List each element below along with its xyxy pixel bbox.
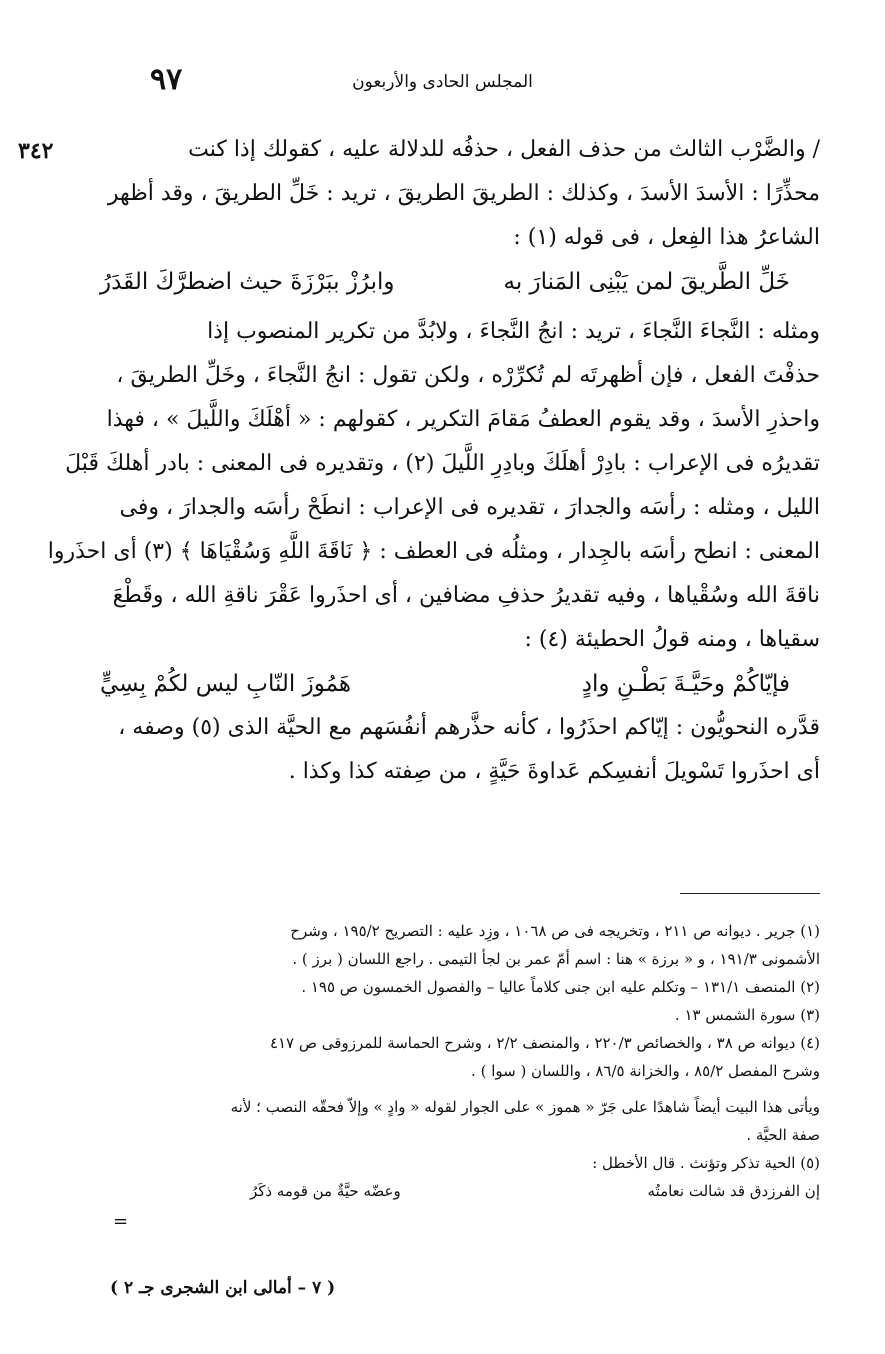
footnote-separator	[680, 893, 820, 894]
verse-hemistich-first: فإيّاكُمْ وحَيَّـةَ بَطْـنِ وادٍ	[581, 671, 790, 697]
text-line: محذِّرًا : الأسدَ الأسدَ ، وكذلك : الطريقَ الطريقَ ، تريد : خَلِّ الطريقَ ، وقد أظهر	[107, 181, 820, 206]
footnote-line: (٤) ديوانه ص ٣٨ ، والخصائص ٢٢٠/٣ ، والمنصف ٢/٢ ، وشرح الحماسة للمرزوقى ص ٤١٧	[269, 1034, 820, 1052]
running-title: المجلس الحادى والأربعون	[352, 72, 533, 92]
footnote-line: (٢) المنصف ١٣١/١ – وتكلم عليه ابن جنى كلاماً عاليا – والفصول الخمسون ص ١٩٥ .	[301, 978, 820, 996]
page-number: ٩٧	[150, 62, 183, 97]
text-line: الشاعرُ هذا الفِعل ، فى قوله (١) :	[513, 225, 820, 250]
verse-hemistich-first: خَلِّ الطَّريقَ لمن يَبْنِى المَنارَ به	[503, 269, 790, 295]
footnote-line: (١) جرير . ديوانه ص ٢١١ ، وتخريجه فى ص ١٠٦٨ ، وزِد عليه : التصريح ١٩٥/٢ ، وشرح	[290, 922, 820, 940]
verse-hemistich-second: وابرُزْ ببَرْزَةَ حيث اضطرَّكَ القَدَرُ	[100, 269, 395, 295]
page-footer: ( ٧ – أمالى ابن الشجرى جـ ٢ )	[110, 1278, 336, 1298]
footnote-line: وشرح المفصل ٨٥/٢ ، والخزانة ٨٦/٥ ، واللسان ( سوا ) .	[471, 1062, 820, 1080]
text-line: ناقةَ الله وسُقْياها ، وفيه تقديرُ حذفِ مضافين ، أى احذَروا عَقْرَ ناقةِ الله ، وقَطْعَ	[112, 583, 820, 608]
text-line: واحذرِ الأسدَ ، وقد يقوم العطفُ مَقامَ التكرير ، كقولهم : « أهْلَكَ واللَّيلَ » ، فهذا	[106, 407, 820, 432]
text-line: تقديرُه فى الإعراب : بادِرْ أهلَكَ وبادِرِ اللَّيلَ (٢) ، وتقديره فى المعنى : بادر أهلكَ قَبْلَ	[65, 451, 820, 476]
text-line: أى احذَروا تَسْويلَ أنفسِكم عَداوةَ حَيَّةٍ ، من صِفته كذا وكذا .	[288, 759, 820, 784]
text-line: قدَّره النحويُّون : إيّاكم احذَرُوا ، كأنه حذَّرهم أنفُسَهم مع الحيَّة الذى (٥) وصفه ،	[118, 715, 820, 740]
verse-2	[60, 662, 820, 706]
verse-hemistich-first: إن الفرزدق قد شالت نعامتُه	[647, 1182, 820, 1200]
footnotes	[100, 917, 820, 1205]
footnote-line: صفة الحيَّة .	[746, 1126, 820, 1144]
continuation-mark: =	[113, 1211, 129, 1232]
text-line: المعنى : انطح رأسَه بالجِدار ، ومثلُه فى العطف : ﴿ نَاقَةَ اللَّهِ وَسُقْيَاهَا ﴾ (٣) أى احذَروا	[47, 539, 820, 564]
main-text	[47, 128, 820, 794]
text-line: سقياها ، ومنه قولُ الحطيئة (٤) :	[524, 627, 820, 652]
footnote-line: (٣) سورة الشمس ١٣ .	[674, 1006, 820, 1024]
verse-hemistich-second: هَمُوزَ النّابِ ليس لكُمْ بِسِيٍّ	[100, 671, 352, 697]
footnote-line: (٥) الحية تذكر وتؤنث . قال الأخطل :	[592, 1154, 820, 1172]
text-line: الليل ، ومثله : رأسَه والجدارَ ، تقديره فى الإعراب : انطَحْ رأسَه والجدارَ ، وفى	[119, 495, 820, 520]
text-line: حذفْتَ الفعل ، فإن أظهرتَه لم تُكرِّرْه ، ولكن تقول : انجُ النَّجاءَ ، وخَلِّ الطريقَ ،	[116, 363, 820, 388]
footnote-verse	[100, 1177, 820, 1205]
verse-1	[60, 260, 820, 304]
text-line: ومثله : النَّجاءَ النَّجاءَ ، تريد : انجُ النَّجاءَ ، ولابُدَّ من تكرير المنصوب إذا	[207, 319, 820, 344]
verse-hemistich-second: وعضّه حيَّةٌ من قومه ذكَرُ	[250, 1182, 401, 1200]
text-line: / والضَّرْب الثالث من حذف الفعل ، حذفُه للدلالة عليه ، كقولك إذا كنت	[188, 137, 820, 162]
margin-page-reference: ٣٤٢	[18, 138, 54, 164]
page-header	[130, 62, 755, 102]
footnote-line: الأشمونى ١٩١/٣ ، و « برزة » هنا : اسم أمّ عمر بن لجأ التيمى . راجع اللسان ( برز ) .	[292, 950, 820, 968]
footnote-line: ويأتى هذا البيت أيضاً شاهدًا على جَرّ « هموز » على الجوار لقوله « وادٍ » وإلاّ فحقّه النصب ؛ لأنه	[230, 1098, 820, 1116]
